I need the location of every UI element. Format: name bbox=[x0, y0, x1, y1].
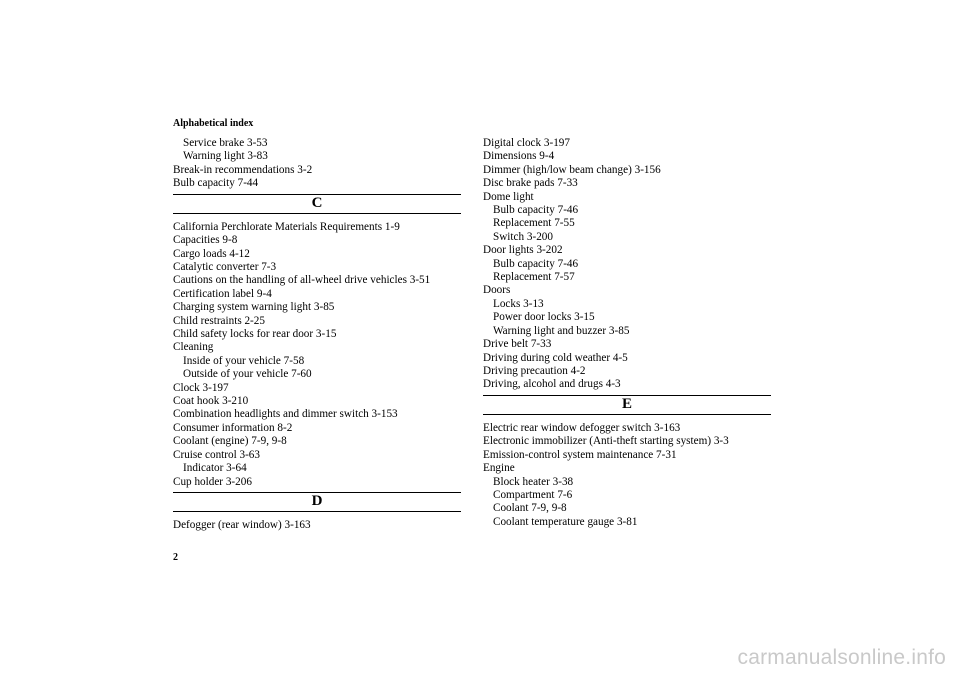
index-column-right bbox=[483, 137, 771, 529]
index-entry: California Perchlorate Materials Requirements 1-9 bbox=[173, 220, 400, 233]
index-subentry: Service brake 3-53 bbox=[183, 137, 268, 149]
watermark: carmanualsonline.info bbox=[737, 646, 946, 669]
index-entry: Driving precaution 4-2 bbox=[483, 364, 586, 377]
index-subentry: Power door locks 3-15 bbox=[493, 311, 595, 324]
index-entry: Doors bbox=[483, 284, 511, 297]
index-entry: Defogger (rear window) 3-163 bbox=[173, 519, 311, 532]
index-entry: Dome light bbox=[483, 190, 534, 203]
index-entry: Clock 3-197 bbox=[173, 381, 229, 394]
index-entry: Driving during cold weather 4-5 bbox=[483, 351, 628, 364]
index-entry: Dimmer (high/low beam change) 3-156 bbox=[483, 163, 661, 176]
index-entry: Cleaning bbox=[173, 341, 214, 354]
index-entry: Certification label 9-4 bbox=[173, 287, 272, 300]
index-entry: Disc brake pads 7-33 bbox=[483, 177, 578, 190]
index-entry: Coat hook 3-210 bbox=[173, 395, 249, 408]
index-entry: Dimensions 9-4 bbox=[483, 150, 555, 163]
index-entry: Catalytic converter 7-3 bbox=[173, 261, 277, 274]
index-entry: Capacities 9-8 bbox=[173, 234, 238, 247]
index-entry: Bulb capacity 7-44 bbox=[173, 177, 259, 190]
index-subentry: Switch 3-200 bbox=[493, 230, 553, 243]
index-subentry: Warning light 3-83 bbox=[183, 150, 268, 163]
index-entry: Driving, alcohol and drugs 4-3 bbox=[483, 378, 621, 391]
index-subentry: Bulb capacity 7-46 bbox=[493, 204, 579, 217]
index-subentry: Warning light and buzzer 3-85 bbox=[493, 324, 630, 337]
index-subentry: Indicator 3-64 bbox=[183, 462, 247, 475]
index-entry: Child restraints 2-25 bbox=[173, 314, 265, 327]
index-subentry: Locks 3-13 bbox=[493, 297, 544, 310]
index-entry: Cruise control 3-63 bbox=[173, 448, 260, 461]
index-entry: Drive belt 7-33 bbox=[483, 338, 552, 351]
index-entry: Consumer information 8-2 bbox=[173, 421, 293, 434]
index-entry: Charging system warning light 3-85 bbox=[173, 301, 335, 314]
index-subentry: Compartment 7-6 bbox=[493, 488, 573, 501]
index-subentry: Bulb capacity 7-46 bbox=[493, 257, 579, 270]
section-heading-d: D bbox=[173, 492, 461, 512]
index-subentry: Outside of your vehicle 7-60 bbox=[183, 368, 312, 381]
index-column-left bbox=[173, 137, 461, 533]
index-subentry: Replacement 7-57 bbox=[493, 271, 575, 284]
index-entry: Combination headlights and dimmer switch 3-153 bbox=[173, 408, 398, 421]
index-entry: Cup holder 3-206 bbox=[173, 475, 252, 488]
page-header: Alphabetical index bbox=[173, 118, 254, 129]
index-subentry: Coolant temperature gauge 3-81 bbox=[493, 515, 638, 528]
index-subentry: Inside of your vehicle 7-58 bbox=[183, 354, 305, 367]
index-entry: Electric rear window defogger switch 3-163 bbox=[483, 421, 681, 434]
index-entry: Emission-control system maintenance 7-31 bbox=[483, 448, 677, 461]
index-entry: Electronic immobilizer (Anti-theft starting system) 3-3 bbox=[483, 435, 729, 448]
index-entry: Door lights 3-202 bbox=[483, 244, 563, 257]
section-heading-c: C bbox=[173, 194, 461, 214]
page-number: 2 bbox=[173, 552, 178, 563]
index-entry: Digital clock 3-197 bbox=[483, 137, 570, 149]
index-entry: Coolant (engine) 7-9, 9-8 bbox=[173, 435, 287, 448]
index-entry: Child safety locks for rear door 3-15 bbox=[173, 328, 337, 341]
index-entry: Break-in recommendations 3-2 bbox=[173, 163, 313, 176]
section-heading-e: E bbox=[483, 395, 771, 415]
index-subentry: Coolant 7-9, 9-8 bbox=[493, 502, 567, 515]
index-entry: Cautions on the handling of all-wheel drive vehicles 3-51 bbox=[173, 274, 431, 287]
index-entry: Engine bbox=[483, 462, 515, 475]
index-entry: Cargo loads 4-12 bbox=[173, 247, 250, 260]
index-subentry: Replacement 7-55 bbox=[493, 217, 575, 230]
index-subentry: Block heater 3-38 bbox=[493, 475, 574, 488]
